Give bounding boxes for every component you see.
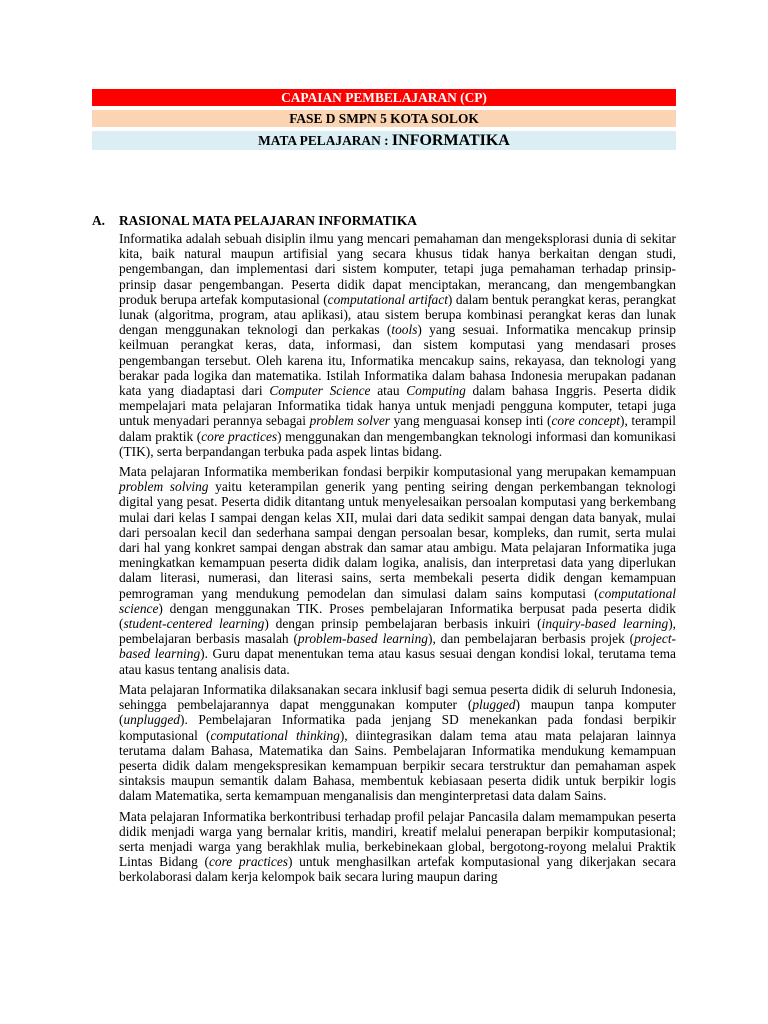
body-paragraph bbox=[119, 809, 676, 885]
paragraph-text: ). Pembelajaran Informatika pada jenjang SD menekankan pada fondasi berpikir komputasional ( bbox=[119, 712, 676, 743]
section-a-heading bbox=[92, 212, 676, 229]
italic-term: problem solver bbox=[309, 413, 391, 429]
paragraph-text: ) yang sesuai. Informatika mencakup prinsip keilmuan perangkat keras, data, informasi, dan sistem komputasi yang mendasari proses pengembangan tersebut. Oleh karena itu, Informatika mencakup sains, rekayasa, dan teknologi yang berakar pada logika dan matematika. Istilah Informatika dalam bahasa Indonesia merupakan padanan kata yang diadaptasi dari bbox=[119, 322, 677, 399]
header-fase: FASE D SMPN 5 KOTA SOLOK bbox=[92, 110, 676, 127]
italic-term: problem solving bbox=[119, 479, 209, 495]
italic-term: plugged bbox=[472, 697, 516, 713]
italic-term: project-based learning bbox=[119, 631, 677, 662]
paragraph-text: yaitu keterampilan generik yang penting seiring dengan perkembangan teknologi digital yang pesat. Peserta didik ditantang untuk menyelesaikan persoalan komputasi yang berkembang mulai dari kelas I sampai dengan kelas XII, mulai dari data sedikit sampai dengan data banyak, mulai dari persoalan kecil dan sederhana sampai dengan persoalan besar, kompleks, dan rumit, serta mulai dari hal yang konkret sampai dengan abstrak dan samar atau ambigu. Mata pelajaran Informatika juga meningkatkan kemampuan peserta didik dalam logika, analisis, dan interpretasi data yang diperlukan dalam literasi, numerasi, dan literasi sains, serta membekali peserta didik dengan kemampuan pemrograman yang mendukung pemodelan dan simulasi dalam sains komputasi ( bbox=[119, 479, 676, 601]
paragraph-text: ) dengan prinsip pembelajaran berbasis inkuiri ( bbox=[264, 616, 542, 632]
italic-term: computational artifact bbox=[327, 291, 448, 307]
paragraph-text: ) maupun tanpa komputer ( bbox=[119, 697, 676, 728]
italic-term: inquiry-based learning bbox=[541, 616, 669, 632]
section-title: RASIONAL MATA PELAJARAN INFORMATIKA bbox=[119, 213, 417, 228]
italic-term: problem-based learning bbox=[297, 631, 428, 647]
paragraph-text: dalam bahasa Inggris. Peserta didik mempelajari mata pelajaran Informatika tidak hanya untuk menjadi pengguna komputer, tetapi juga untuk menyadari perannya sebagai bbox=[119, 383, 677, 429]
paragraph-text: Mata pelajaran Informatika berkontribusi terhadap profil pelajar Pancasila dalam memampukan peserta didik menjadi warga yang bernalar kritis, mandiri, kreatif melalui penerapan berpikir komputasional; serta menjadi warga yang berakhlak mulia, berkebinekaan global, bergotong-royong melalui Praktik Lintas Bidang ( bbox=[119, 808, 676, 870]
paragraph-text: ), diintegrasikan dalam tema atau mata pelajaran lainnya terutama dalam Bahasa, Matematika dan Sains. Pembelajaran Informatika mendukung kemampuan peserta didik dalam mengekspresikan kemampuan berpikir secara terstruktur dan pemahaman aspek sintaksis maupun semantik dalam Bahasa, membentuk kebiasaan peserta didik untuk berpikir logis dalam Matematika, serta kemampuan menganalisis dan menginterpretasi data dalam Sains. bbox=[119, 727, 676, 804]
mapel-label: MATA PELAJARAN : bbox=[258, 133, 392, 148]
paragraph-text: Informatika adalah sebuah disiplin ilmu yang mencari pemahaman dan mengeksplorasi dunia di sekitar kita, baik natural maupun artifisial yang secara khusus tidak hanya berkaitan dengan studi, pengembangan, dan implementasi dari sistem komputer, tetapi juga pemahaman terhadap prinsip-prinsip dasar pengembangan. Peserta didik dapat menciptakan, merancang, dan mengembangkan produk berupa artefak komputasional ( bbox=[119, 231, 676, 307]
italic-term: Computing bbox=[406, 383, 466, 399]
section-a-body bbox=[119, 231, 676, 890]
header-mata-pelajaran bbox=[92, 131, 676, 150]
paragraph-text: ), terampil dalam praktik ( bbox=[119, 413, 676, 444]
italic-term: computational science bbox=[119, 585, 676, 616]
paragraph-text: ) menggunakan dan mengembangkan teknologi informasi dan komunikasi (TIK), serta berpandangan terbuka pada aspek lintas bidang. bbox=[119, 428, 676, 459]
italic-term: core practices bbox=[208, 854, 288, 870]
paragraph-text: ) untuk menghasilkan artefak komputasional yang dikerjakan secara berkolaborasi dalam kerja kelompok baik secara luring maupun daring bbox=[119, 854, 676, 885]
italic-term: computational thinking bbox=[210, 727, 340, 743]
mapel-subject: INFORMATIKA bbox=[391, 132, 510, 149]
section-letter: A. bbox=[92, 213, 106, 228]
paragraph-text: yang menguasai konsep inti ( bbox=[390, 413, 552, 429]
paragraph-text: ), pembelajaran berbasis masalah ( bbox=[119, 616, 677, 647]
italic-term: Computer Science bbox=[269, 383, 371, 399]
paragraph-text: Mata pelajaran Informatika memberikan fondasi berpikir komputasional yang merupakan kemampuan bbox=[119, 464, 676, 480]
paragraph-text: atau bbox=[370, 383, 407, 399]
italic-term: core practices bbox=[201, 428, 278, 444]
header-cp-title: CAPAIAN PEMBELAJARAN (CP) bbox=[92, 89, 676, 106]
paragraph-text: ) dalam bentuk perangkat keras, perangkat lunak (algoritma, program, atau aplikasi), atau sistem berupa kombinasi perangkat keras dan lunak dengan menggunakan teknologi dan perkakas ( bbox=[119, 291, 677, 338]
paragraph-text: ). Guru dapat menentukan tema atau kasus sesuai dengan kondisi lokal, terutama tema atau kasus tentang analisis data. bbox=[119, 646, 676, 677]
body-paragraph bbox=[119, 682, 676, 804]
italic-term: core concept bbox=[551, 413, 620, 429]
italic-term: student-centered learning bbox=[123, 616, 265, 632]
italic-term: unplugged bbox=[123, 712, 180, 728]
body-paragraph bbox=[119, 464, 676, 677]
paragraph-text: ) dengan menggunakan TIK. Proses pembelajaran Informatika berpusat pada peserta didik ( bbox=[119, 600, 676, 632]
paragraph-text: Mata pelajaran Informatika dilaksanakan secara inklusif bagi semua peserta didik di seluruh Indonesia, sehingga pembelajarannya dapat menggunakan komputer ( bbox=[119, 681, 676, 713]
paragraph-text: ), dan pembelajaran berbasis projek ( bbox=[428, 631, 635, 647]
body-paragraph bbox=[119, 231, 676, 459]
italic-term: tools bbox=[391, 322, 418, 338]
